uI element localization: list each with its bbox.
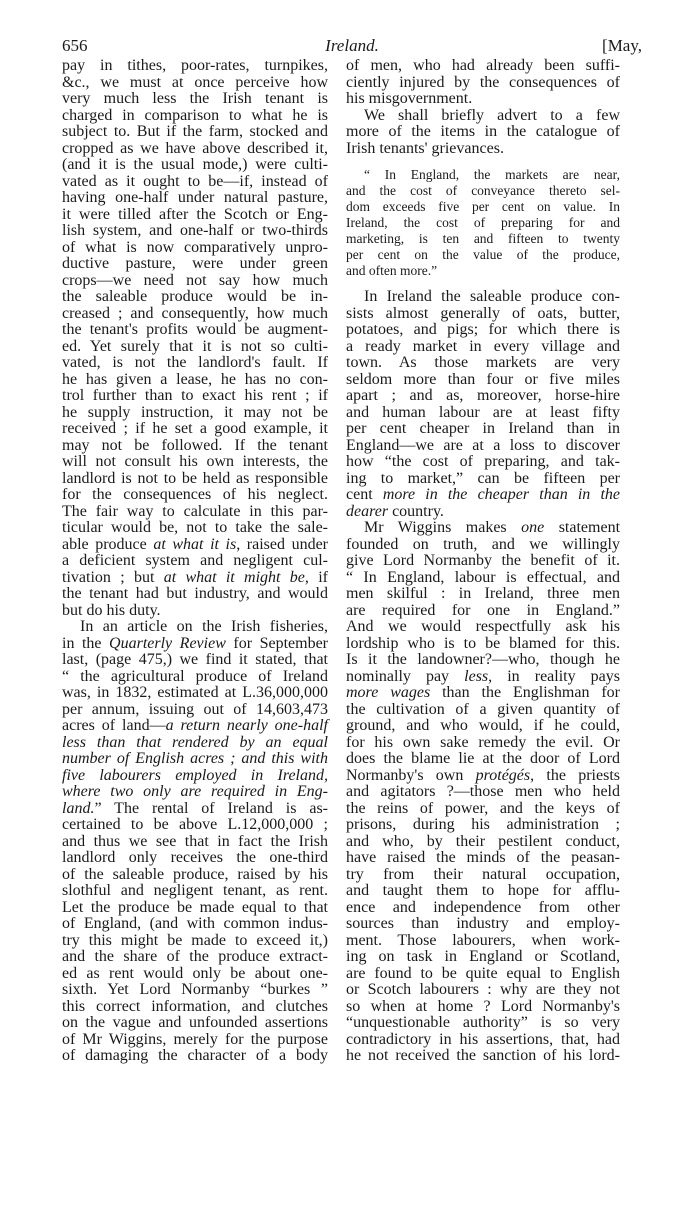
text-line xyxy=(62,669,328,686)
text-run: dom exceeds five per cent on value. In xyxy=(346,199,620,214)
text-run: for the consequences of his neglect. xyxy=(62,486,328,503)
text-line xyxy=(346,421,620,438)
text-run: a ready market in every village and xyxy=(346,337,620,355)
text-line xyxy=(346,471,620,488)
text-run: subject to. But if the farm, stocked and xyxy=(62,123,328,140)
text-run: slothful and negligent tenant, as rent. xyxy=(62,882,328,899)
text-line xyxy=(346,702,620,719)
text-run: the saleable produce would be in- xyxy=(62,288,328,305)
text-line xyxy=(62,966,328,983)
text-line xyxy=(62,405,328,422)
text-run: ing to market,” can be fifteen per xyxy=(346,469,620,487)
text-line xyxy=(346,949,620,966)
text-run: this correct information, and clutches xyxy=(62,997,328,1015)
text-line xyxy=(346,636,620,653)
text-run: his misgovernment. xyxy=(346,90,473,107)
text-run: it were tilled after the Scotch or Eng- xyxy=(62,205,328,223)
text-run: ground, and who would, if he could, xyxy=(346,717,620,734)
text-line xyxy=(346,718,620,735)
text-line xyxy=(62,1015,328,1032)
text-run: and agitators ?—those men who held xyxy=(346,783,620,800)
text-line xyxy=(62,355,328,372)
text-line xyxy=(62,174,328,191)
left-column xyxy=(62,58,328,1065)
text-line xyxy=(346,405,620,422)
text-run: creased ; and consequently, how much xyxy=(62,304,328,322)
text-line xyxy=(346,735,620,752)
text-run: able produce xyxy=(62,535,154,553)
text-run: ment. Those labourers, when work- xyxy=(346,931,620,949)
text-run: &c., we must at once perceive how xyxy=(62,73,328,91)
text-line xyxy=(62,91,328,108)
text-run: Let the produce be made equal to that xyxy=(62,898,328,916)
text-line xyxy=(62,240,328,257)
text-line xyxy=(346,58,620,75)
text-run: he not received the sanction of his lord- xyxy=(346,1047,620,1064)
text-line xyxy=(346,1048,620,1065)
text-run: landlord only receives the one-third xyxy=(62,849,328,866)
text-line xyxy=(346,834,620,851)
block-quote xyxy=(346,167,620,279)
running-header xyxy=(62,36,642,56)
text-run: the reins of power, and the keys of xyxy=(346,799,620,817)
text-run: does the blame lie at the door of Lord xyxy=(346,750,620,767)
text-line xyxy=(62,1032,328,1049)
text-run: of damaging the character of a body xyxy=(62,1047,328,1064)
text-line xyxy=(62,900,328,917)
text-run: will not consult his own interests, the xyxy=(62,453,328,470)
text-run: having one-half under natural pasture, xyxy=(62,189,328,206)
text-line xyxy=(346,652,620,669)
text-run: crops—we need not say how much xyxy=(62,271,328,289)
text-run: more of the items in the catalogue of xyxy=(346,123,620,140)
text-run: received ; if he set a good example, it xyxy=(62,420,328,437)
text-run: acres of land— xyxy=(62,717,166,734)
text-run: ence and independence from other xyxy=(346,898,620,916)
text-run: of England, (and with common indus- xyxy=(62,915,328,932)
text-run: “ In England, labour is effectual, and xyxy=(346,568,620,586)
text-line xyxy=(346,751,620,768)
text-line xyxy=(346,306,620,323)
text-line xyxy=(62,883,328,900)
text-line xyxy=(62,421,328,438)
text-line xyxy=(62,768,328,785)
text-run: “ the agricultural produce of Ireland xyxy=(62,667,328,685)
text-line xyxy=(62,124,328,141)
text-line xyxy=(346,537,620,554)
text-line xyxy=(346,438,620,455)
text-line xyxy=(62,999,328,1016)
text-line xyxy=(346,586,620,603)
text-run: , the priests xyxy=(530,766,620,784)
text-line xyxy=(62,916,328,933)
text-line xyxy=(346,355,620,372)
text-line xyxy=(62,438,328,455)
text-run: was, in 1832, estimated at L.36,000,000 xyxy=(62,684,328,701)
text-run: cropped as we have above described it, xyxy=(62,139,328,157)
text-line xyxy=(62,388,328,405)
page-number: 656 xyxy=(62,36,88,55)
text-line xyxy=(62,801,328,818)
text-run: on the vague and unfounded assertions xyxy=(62,1014,328,1031)
text-run: pay in tithes, poor-rates, turnpikes, xyxy=(62,57,328,74)
text-line xyxy=(346,454,620,471)
text-line xyxy=(62,504,328,521)
text-line xyxy=(346,247,620,263)
text-run: lish system, and one-half or two-thirds xyxy=(62,222,328,239)
text-line xyxy=(62,58,328,75)
text-line xyxy=(62,339,328,356)
text-run: the tenant's profits would be augment- xyxy=(62,321,328,338)
text-line xyxy=(346,603,620,620)
text-line xyxy=(62,322,328,339)
text-line xyxy=(62,108,328,125)
text-run: “unquestionable authority” is so very xyxy=(346,1014,620,1031)
italic-run: at what it might be xyxy=(163,568,305,586)
text-line xyxy=(346,75,620,92)
text-run: apart ; and as, moreover, horse-hire xyxy=(346,387,620,404)
text-run: he supply instruction, it may not be xyxy=(62,403,328,421)
text-run: per annum, issuing out of 14,603,473 xyxy=(62,700,328,718)
text-line xyxy=(346,669,620,686)
right-column-opening xyxy=(346,58,620,157)
text-line xyxy=(62,982,328,999)
text-line xyxy=(346,183,620,199)
text-run: the cultivation of a given quantity of xyxy=(346,700,620,718)
text-run: very much less the Irish tenant is xyxy=(62,90,328,107)
text-line xyxy=(346,768,620,785)
text-line xyxy=(346,372,620,389)
italic-run: more in the cheaper than in the xyxy=(382,486,620,503)
text-run: In Ireland the saleable produce con- xyxy=(364,288,620,305)
text-run: lordship who is to be blamed for this. xyxy=(346,634,620,652)
text-line xyxy=(346,215,620,231)
italic-run: number of English acres ; and this with xyxy=(62,750,328,767)
text-run: are required for one in England.” xyxy=(346,601,620,619)
text-line xyxy=(346,784,620,801)
text-run: The fair way to calculate in this par- xyxy=(62,502,328,520)
text-run: cent xyxy=(346,486,383,503)
text-run: men skilful : in Ireland, three men xyxy=(346,585,620,602)
text-run: are found to be quite equal to English xyxy=(346,964,620,982)
text-run: he has given a lease, he has no con- xyxy=(62,370,328,388)
text-line xyxy=(346,916,620,933)
text-run: of what is now comparatively unpro- xyxy=(62,238,328,256)
text-run: “ In England, the markets are near, xyxy=(364,167,620,182)
text-line xyxy=(346,263,620,279)
text-line xyxy=(346,900,620,917)
text-run: try this might be made to exceed it,) xyxy=(62,931,328,949)
text-line xyxy=(346,108,620,125)
text-line xyxy=(62,603,328,620)
text-line xyxy=(62,454,328,471)
text-line xyxy=(62,372,328,389)
text-line xyxy=(346,570,620,587)
text-run: country. xyxy=(388,502,444,520)
text-run: for September xyxy=(225,634,329,652)
text-run: , if xyxy=(304,568,328,586)
text-run: of men, who had already been suffi- xyxy=(346,57,620,74)
text-run: sists almost generally of oats, butter, xyxy=(346,304,620,322)
italic-run: land. xyxy=(62,799,95,817)
text-line xyxy=(62,586,328,603)
text-line xyxy=(346,231,620,247)
text-line xyxy=(62,619,328,636)
text-run: potatoes, and pigs; for which there is xyxy=(346,321,620,338)
italic-run: dearer xyxy=(346,502,389,520)
text-line xyxy=(346,199,620,215)
text-run: tivation ; but xyxy=(62,568,164,586)
italic-run: where two only are required in Eng- xyxy=(62,783,328,800)
italic-run: more wages xyxy=(346,684,431,701)
text-line xyxy=(62,471,328,488)
text-run: vated, is not the landlord's fault. If xyxy=(62,354,328,371)
text-line xyxy=(346,339,620,356)
text-line xyxy=(62,784,328,801)
italic-run: Quarterly Review xyxy=(109,634,226,652)
text-run: than the Englishman for xyxy=(430,684,621,701)
text-line xyxy=(62,157,328,174)
text-line xyxy=(346,124,620,141)
text-line xyxy=(62,207,328,224)
right-column xyxy=(346,58,620,1065)
text-line xyxy=(62,553,328,570)
text-line xyxy=(346,685,620,702)
text-line xyxy=(62,223,328,240)
text-run: ticular would be, not to take the sale- xyxy=(62,519,328,536)
text-run: of the saleable produce, raised by his xyxy=(62,865,328,883)
text-run: founded on truth, and we willingly xyxy=(346,535,620,553)
text-run: England—we are at a loss to discover xyxy=(346,436,620,454)
text-run: for his own sake remedy the evil. Or xyxy=(346,733,620,751)
text-line xyxy=(62,702,328,719)
text-run: prisons, during his administration ; xyxy=(346,816,620,833)
text-run: give Lord Normanby the benefit of it. xyxy=(346,552,620,569)
text-line xyxy=(346,933,620,950)
text-run: last, (page 475,) we find it stated, that xyxy=(62,651,328,668)
text-run: And we would respectfully ask his xyxy=(346,618,620,635)
italic-run: one xyxy=(521,519,545,536)
text-line xyxy=(346,487,620,504)
text-line xyxy=(346,553,620,570)
text-run: how “the cost of preparing, and tak- xyxy=(346,453,620,470)
text-run: try from their natural occupation, xyxy=(346,865,620,883)
text-run: (and it is the usual mode,) were culti- xyxy=(62,156,328,173)
text-line xyxy=(62,718,328,735)
text-line xyxy=(346,966,620,983)
text-line xyxy=(62,933,328,950)
text-line xyxy=(346,867,620,884)
text-run: trol further than to exact his rent ; if xyxy=(62,387,328,404)
text-line xyxy=(62,190,328,207)
text-run: ” The rental of Ireland is as- xyxy=(94,799,328,817)
text-line xyxy=(62,834,328,851)
text-run: landlord is not to be held as responsible xyxy=(62,469,328,487)
text-line xyxy=(346,520,620,537)
text-line xyxy=(62,141,328,158)
text-run: a deficient system and negligent cul- xyxy=(62,552,328,569)
text-line xyxy=(346,1032,620,1049)
text-line xyxy=(62,850,328,867)
italic-run: protégés xyxy=(475,766,531,784)
text-run: and human labour are at least fifty xyxy=(346,403,620,421)
text-line xyxy=(62,685,328,702)
text-run: ductive pasture, were under green xyxy=(62,255,328,272)
text-run: have raised the minds of the peasan- xyxy=(346,849,620,866)
text-line xyxy=(346,504,620,521)
text-run: Irish tenants' grievances. xyxy=(346,139,504,157)
text-run: and who, by their pestilent conduct, xyxy=(346,832,620,850)
text-run: Mr Wiggins makes xyxy=(364,519,522,536)
text-run: ed as rent would only be about one- xyxy=(62,964,328,982)
running-date: [May, xyxy=(602,36,642,55)
text-run: and taught them to hope for afflu- xyxy=(346,882,620,899)
text-line xyxy=(62,751,328,768)
right-column-body xyxy=(346,289,620,1065)
text-run: statement xyxy=(544,519,621,536)
text-run: but do his duty. xyxy=(62,601,161,619)
text-run: or Scotch labourers : why are they not xyxy=(346,981,620,998)
text-line xyxy=(346,388,620,405)
text-line xyxy=(346,999,620,1016)
running-title: Ireland. xyxy=(325,36,379,55)
text-run: sixth. Yet Lord Normanby “burkes ” xyxy=(62,981,328,998)
text-run: ciently injured by the consequences of xyxy=(346,73,620,91)
text-line xyxy=(62,537,328,554)
text-line xyxy=(62,817,328,834)
text-run: of Mr Wiggins, merely for the purpose xyxy=(62,1030,328,1048)
text-line xyxy=(62,1048,328,1065)
text-run: seldom more than four or five miles xyxy=(346,370,620,388)
italic-run: at what it is xyxy=(153,535,237,553)
text-run: vated as it ought to be—if, instead of xyxy=(62,172,328,190)
text-run: may not be followed. If the tenant xyxy=(62,436,328,454)
text-run: so when at home ? Lord Normanby's xyxy=(346,997,620,1015)
text-line xyxy=(62,570,328,587)
text-run: the tenant had but industry, and would xyxy=(62,585,328,602)
text-run: certained to be above L.12,000,000 ; xyxy=(62,816,328,833)
text-line xyxy=(62,487,328,504)
text-run: sources than industry and employ- xyxy=(346,915,620,932)
text-run: In an article on the Irish fisheries, xyxy=(80,618,328,635)
text-run: contradictory in his assertions, that, had xyxy=(346,1030,620,1048)
spacer xyxy=(346,157,620,167)
text-run: and often more.” xyxy=(346,263,438,278)
text-run: , raised under xyxy=(236,535,328,553)
text-line xyxy=(62,273,328,290)
text-line xyxy=(62,520,328,537)
text-line xyxy=(346,322,620,339)
text-run: marketing, is ten and fifteen to twenty xyxy=(346,231,620,246)
text-run: charged in comparison to what he is xyxy=(62,106,328,124)
italic-run: less xyxy=(464,667,489,685)
text-line xyxy=(62,636,328,653)
text-line xyxy=(346,141,620,158)
text-run: We shall briefly advert to a few xyxy=(364,106,620,124)
text-line xyxy=(346,91,620,108)
text-run: per cent cheaper in Ireland than in xyxy=(346,420,620,437)
text-line xyxy=(346,1015,620,1032)
text-run: Normanby's own xyxy=(346,766,476,784)
text-line xyxy=(346,817,620,834)
text-line xyxy=(62,949,328,966)
text-line xyxy=(346,801,620,818)
text-run: in the xyxy=(62,634,110,652)
text-run: and the share of the produce extract- xyxy=(62,948,328,965)
text-line xyxy=(346,167,620,183)
text-line xyxy=(346,289,620,306)
text-run: ing on task in England or Scotland, xyxy=(346,948,620,965)
italic-run: a return nearly one-half xyxy=(165,717,329,734)
text-run: and thus we see that in fact the Irish xyxy=(62,832,328,850)
text-line xyxy=(346,850,620,867)
text-run: per cent on the value of the produce, xyxy=(346,247,620,262)
text-line xyxy=(346,619,620,636)
text-run: ed. Yet surely that it is not so culti- xyxy=(62,337,328,355)
text-line xyxy=(62,867,328,884)
text-line xyxy=(62,735,328,752)
text-run: Ireland, the cost of preparing for and xyxy=(346,215,620,230)
text-run: nominally pay xyxy=(346,667,465,685)
text-line xyxy=(346,982,620,999)
text-line xyxy=(62,306,328,323)
text-line xyxy=(62,652,328,669)
text-line xyxy=(62,289,328,306)
text-line xyxy=(346,883,620,900)
text-run: and the cost of conveyance thereto sel- xyxy=(346,183,620,198)
text-run: town. As those markets are very xyxy=(346,354,620,371)
italic-run: five labourers employed in Ireland, xyxy=(62,766,328,784)
italic-run: less than that rendered by an equal xyxy=(62,733,328,751)
text-run: Is it the landowner?—who, though he xyxy=(346,651,620,668)
text-line xyxy=(62,75,328,92)
text-run: , in reality pays xyxy=(488,667,621,685)
text-line xyxy=(62,256,328,273)
